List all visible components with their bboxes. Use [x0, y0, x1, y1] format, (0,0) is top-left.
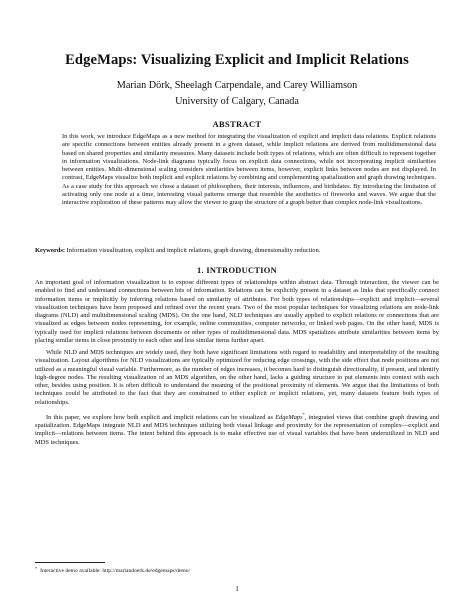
footnote-ref: *	[302, 411, 305, 417]
affiliation: University of Calgary, Canada	[175, 96, 299, 107]
footnote-marker: *	[35, 566, 38, 571]
paragraph: In this paper, we explore how both explicit and implicit relations can be visualized as EdgeMaps*, integrated views that combine graph drawing and spatialization. EdgeMaps integrate NLD and MDS techniques utilizing both visual linkage and proximity for the representation of complex—explicit and implicit—relations between items. The intent behind this approach is to make effective use of visual variables that have been underutilized in NLD and MDS techniques.	[35, 411, 440, 446]
section-heading-introduction: 1. INTRODUCTION	[197, 266, 277, 275]
keywords-text: Information visualization, explicit and implicit relations, graph drawing, dimensionality reduction.	[66, 247, 321, 254]
footnote-text: Interactive demo available: http://mariandoerk.de/edgemaps/demo/	[40, 568, 191, 574]
keywords-label: Keywords:	[35, 247, 66, 254]
abstract-text: In this work, we introduce EdgeMaps as a new method for integrating the visualization of explicit and implicit data relations. Explicit relations are specific connections between entities already present in a given dataset, while implicit relations are derived from multidimensional data based on shared properties and similarity measures. Many datasets include both types of relations, which are often difficult to represent together in information visualizations. Node-link diagrams typically focus on explicit data connections, while not incorporating implicit similarities between entities. Multi-dimensional scaling considers similarities between items, however, explicit links between nodes are not displayed. In contrast, EdgeMaps visualize both implicit and explicit relations by combining and complementing spatialization and graph drawing techniques. As a case study for this approach we chose a dataset of philosophers, their interests, influences, and birthdates. By introducing the limitation of activating only one node at a time, interesting visual patterns emerge that resemble the aesthetics of fireworks and waves. We argue that the interactive exploration of these patterns may allow the viewer to grasp the structure of a graph better than complex node-link visualizations.	[62, 133, 436, 206]
paragraph: An important goal of information visualization is to expose different types of relationships within abstract data. Through interaction, the viewer can be enabled to find and understand connections between bits of information. Relations can be explicitly present in a dataset as links that specifically connect information items or implicitly by inferring relations based on similarity of attributes. For both types of relationships—explicit and implicit—several visualization techniques have been proposed and refined over the recent years. Two of the most popular techniques for visualizing relations are node-link diagrams (NLD) and multidimensional scaling (MDS). On the one hand, NLD techniques are usually applied to explicit relations or connections that are visualized as edges between nodes representing, for example, online communities, computer networks, or linked web pages. On the other hand, MDS is typically used for implicit relations between documents or other types of multidimensional data. MDS spatializes attribute similarities between items by placing similar items in close proximity to each other and less similar items further apart.	[35, 279, 439, 344]
author-list: Marian Dörk, Sheelagh Carpendale, and Carey Williamson	[116, 80, 358, 91]
edgemaps-term: EdgeMaps	[275, 413, 303, 421]
introduction-body	[35, 279, 439, 451]
abstract-heading: ABSTRACT	[212, 120, 262, 129]
footnote-rule	[35, 562, 105, 563]
footnote	[35, 565, 439, 575]
paper-title: EdgeMaps: Visualizing Explicit and Implicit Relations	[65, 52, 409, 68]
page-number: 1	[235, 585, 239, 593]
keywords	[35, 247, 439, 255]
paragraph: While NLD and MDS techniques are widely used, they both have significant limitations with regard to readability and interpretability of the resulting visualization. Layout algorithms for NLD visualizations are typically optimized for reducing edge crossings, with the side effect that node positions are not utilized as a meaningful visual variable. Furthermore, as the number of edges increases, it becomes hard to distinguish directionality, if present, and identify high-degree nodes. The resulting visualization of an MDS algorithm, on the other hand, lacks a guiding structure to put elements into context with each other, besides using position. It is often difficult to understand the meaning of the positional proximity of elements. We argue that the limitations of both techniques could be attributed to the fact that they are constrained to either explicit or implicit relations, yet, many datasets feature both types of relationships.	[35, 349, 439, 406]
